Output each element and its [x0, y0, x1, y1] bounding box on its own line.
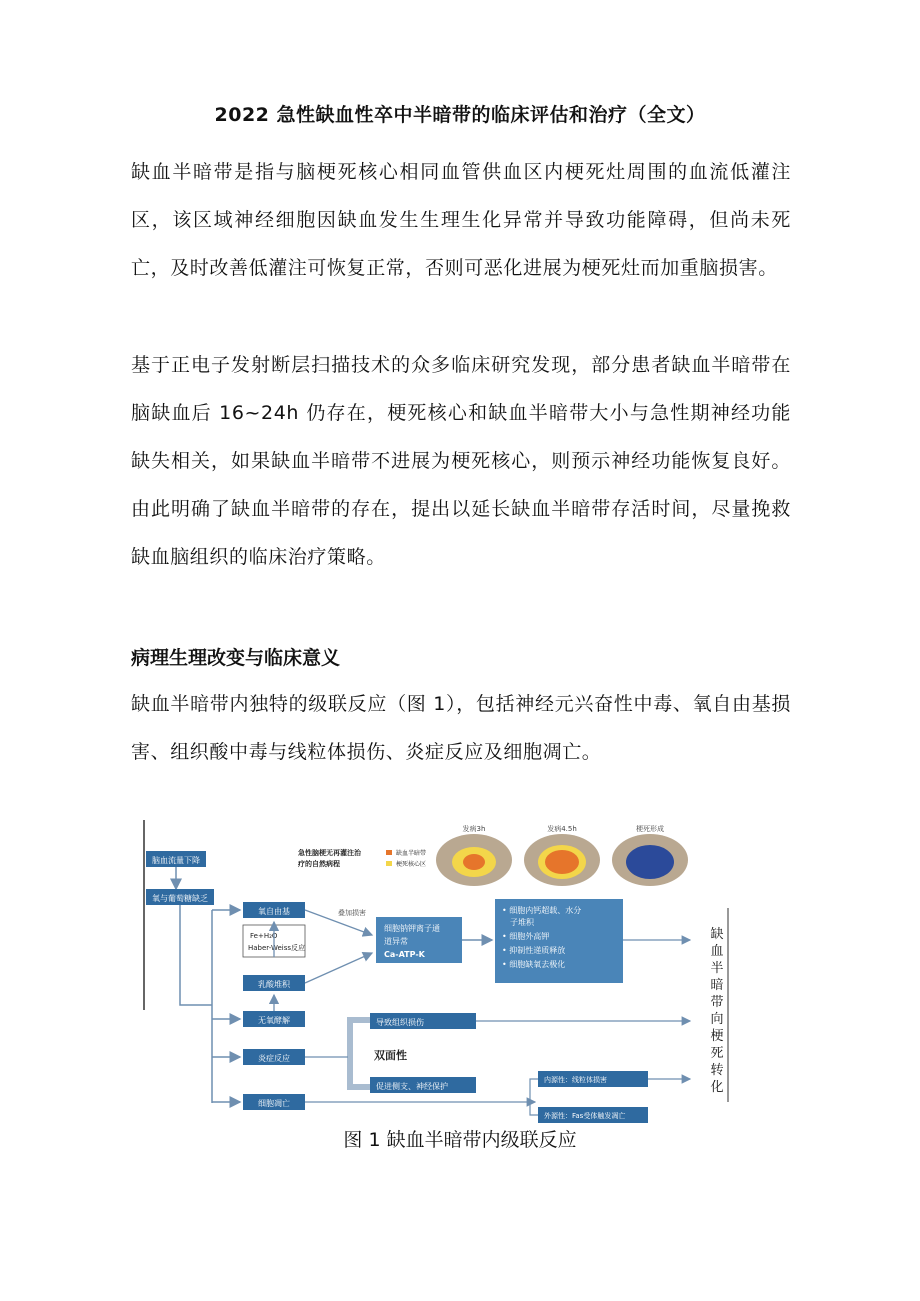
- dual-role-label: 双面性: [374, 1049, 407, 1062]
- center-box-line-1: 细胞钠钾离子通: [384, 924, 440, 933]
- svg-text:血: 血: [710, 944, 724, 959]
- chem-label-1: Fe+H₂O: [250, 932, 278, 940]
- legend-core: 梗死核心区: [396, 861, 427, 868]
- effect-3: • 抑制性递质释放: [502, 946, 566, 955]
- paragraph-cascade: 缺血半暗带内独特的级联反应（图 1），包括神经元兴奋性中毒、氧自由基损害、组织酸中毒与线粒体损伤、炎症反应及细胞凋亡。: [131, 693, 791, 763]
- brain-note-2: 疗的自然病程: [298, 860, 340, 868]
- svg-text:梗: 梗: [710, 1029, 724, 1044]
- cascade-figure: [140, 815, 740, 1125]
- document-title: 2022 急性缺血性卒中半暗带的临床评估和治疗（全文）: [214, 104, 706, 126]
- chem-label-2: Haber-Weiss反应: [248, 944, 306, 952]
- box-cbf-decrease-label: 脑血流量下降: [152, 856, 200, 865]
- effect-2: • 细胞外高钾: [502, 932, 550, 941]
- legend-penumbra: 缺血半暗带: [396, 850, 427, 857]
- svg-text:缺: 缺: [710, 927, 724, 942]
- effect-1: • 细胞内钙超载、水分: [502, 906, 582, 915]
- box-inflammation-label: 炎症反应: [258, 1054, 290, 1063]
- brain-label-4-5h: 发病4.5h: [547, 825, 577, 833]
- legend-swatch-penumbra: [386, 850, 392, 855]
- figure-caption: 图 1 缺血半暗带内级联反应: [343, 1129, 577, 1151]
- effect-1b: 子堆积: [510, 918, 534, 927]
- svg-text:半: 半: [710, 961, 724, 976]
- brain-note-1: 急性脑梗无再灌注治: [298, 849, 361, 857]
- box-anaerobic-label: 无氧酵解: [258, 1016, 290, 1025]
- legend-swatch-core: [386, 861, 392, 866]
- intrinsic-label: 内源性：线粒体损害: [544, 1076, 607, 1084]
- svg-text:化: 化: [710, 1080, 724, 1095]
- protection-label: 促进侧支、神经保护: [376, 1082, 448, 1091]
- side-label: [710, 926, 723, 1095]
- brain-label-infarct: 梗死形成: [636, 825, 664, 833]
- center-box-line-3: Ca-ATP-K: [384, 950, 425, 959]
- svg-text:转: 转: [710, 1063, 724, 1078]
- center-box-line-2: 道异常: [384, 937, 408, 946]
- paragraph-pet-findings: 基于正电子发射断层扫描技术的众多临床研究发现，部分患者缺血半暗带在脑缺血后 16~24h 仍存在，梗死核心和缺血半暗带大小与急性期神经功能缺失相关，如果缺血半暗带不进展为梗死核心，则预示神经功能恢复良好。由此明确了缺血半暗带的存在，提出以延长缺血半暗带存活时间，尽量挽救缺血脑组织的临床治疗策略。: [131, 354, 791, 568]
- box-oxygen-glucose-label: 氧与葡萄糖缺乏: [152, 894, 208, 903]
- box-free-radicals-label: 氧自由基: [258, 907, 290, 916]
- extrinsic-label: 外源性：Fas受体触发凋亡: [544, 1112, 626, 1120]
- box-apoptosis-label: 细胞凋亡: [258, 1099, 290, 1108]
- box-lactate-label: 乳酸堆积: [258, 980, 290, 989]
- aggravate-label: 叠加损害: [338, 909, 366, 917]
- tissue-damage-label: 导致组织损伤: [376, 1018, 424, 1027]
- brain-label-3h: 发病3h: [462, 825, 486, 833]
- svg-text:向: 向: [710, 1012, 724, 1027]
- svg-text:暗: 暗: [710, 978, 724, 993]
- section-heading: 病理生理改变与临床意义: [131, 647, 341, 669]
- svg-text:死: 死: [710, 1046, 724, 1061]
- effect-4: • 细胞缺氧去极化: [502, 960, 566, 969]
- svg-text:带: 带: [710, 995, 724, 1010]
- paragraph-penumbra-definition: 缺血半暗带是指与脑梗死核心相同血管供血区内梗死灶周围的血流低灌注区，该区域神经细胞因缺血发生生理生化异常并导致功能障碍，但尚未死亡，及时改善低灌注可恢复正常，否则可恶化进展为梗死灶而加重脑损害。: [131, 161, 791, 279]
